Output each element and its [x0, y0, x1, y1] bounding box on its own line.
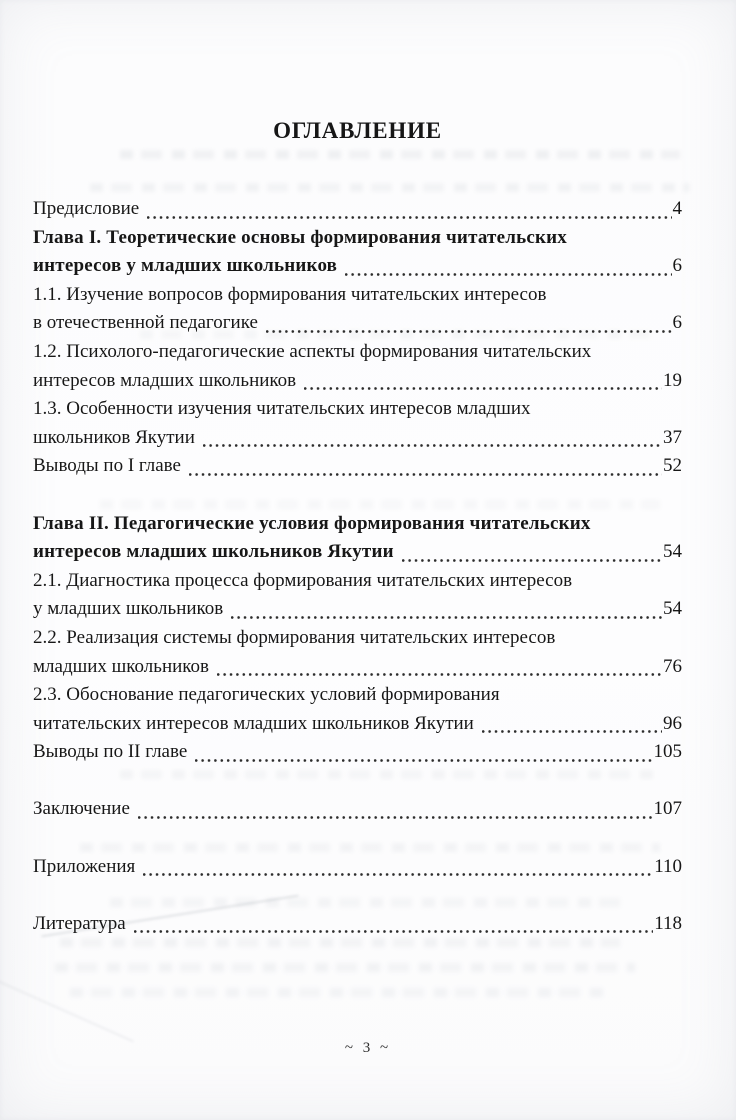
dot-leader: [217, 673, 662, 676]
toc-entry-text: 2.3. Обоснование педагогических условий формирования: [33, 684, 500, 706]
toc-entry-text: Приложения: [33, 855, 136, 877]
toc-line: [33, 738, 682, 767]
toc-line: [33, 910, 682, 939]
dot-leader: [304, 387, 662, 390]
toc-entry-text: интересов младших школьников Якутии: [33, 541, 394, 563]
dot-leader: [345, 273, 671, 276]
toc-line: [33, 653, 682, 682]
toc-entry-text: Заключение: [33, 798, 130, 820]
toc-entry-text: 1.3. Особенности изучения читательских интересов младших: [33, 398, 531, 420]
page-content: [33, 0, 682, 938]
toc-page-number: 118: [654, 912, 682, 934]
toc-entry-text: Литература: [33, 912, 126, 934]
dot-leader: [147, 216, 671, 219]
toc-entry-text: интересов младших школьников: [33, 369, 297, 391]
toc-entry-text: Глава II. Педагогические условия формирования читательских: [33, 512, 591, 534]
dot-leader: [203, 444, 662, 447]
page-number: ~ 3 ~: [344, 1040, 392, 1056]
page-crease-artifact: [0, 980, 134, 1043]
dot-leader: [138, 816, 653, 819]
toc-entry-text: Глава I. Теоретические основы формирования читательских: [33, 226, 567, 248]
dot-leader: [266, 330, 672, 333]
toc-line: [33, 395, 682, 424]
toc-entry-text: Предисловие: [33, 198, 140, 219]
toc-entry-text: в отечественной педагогике: [33, 312, 258, 334]
toc-line: [33, 595, 682, 624]
toc-line: [33, 681, 682, 710]
dot-leader: [231, 616, 662, 619]
toc-entry-text: у младших школьников: [33, 598, 224, 620]
toc-line: [33, 795, 682, 824]
toc-line: [33, 309, 682, 338]
dot-leader: [482, 730, 662, 733]
toc-page-number: 52: [663, 455, 682, 477]
toc-entry-text: Выводы по I главе: [33, 455, 181, 477]
bleed-through-artifact: [70, 988, 610, 997]
dot-leader: [195, 759, 652, 762]
toc-entry-text: читательских интересов младших школьников Якутии: [33, 712, 474, 734]
toc-line: [33, 367, 682, 396]
bleed-through-artifact: [55, 963, 635, 972]
toc-page-number: 6: [672, 255, 682, 277]
toc-page-number: 107: [653, 798, 682, 820]
toc-line: [33, 853, 682, 882]
toc-entry-text: интересов у младших школьников: [33, 255, 338, 277]
toc-page-number: 54: [663, 598, 682, 620]
toc-page-number: 19: [663, 369, 682, 391]
toc-entry-text: 2.1. Диагностика процесса формирования читательских интересов: [33, 569, 573, 591]
toc-entry-text: младших школьников: [33, 655, 210, 677]
page-title: ОГЛАВЛЕНИЕ: [273, 118, 442, 143]
toc-page-number: 105: [653, 741, 682, 763]
table-of-contents: [33, 195, 682, 938]
toc-entry-text: 1.1. Изучение вопросов формирования читательских интересов: [33, 283, 547, 305]
toc-line: [33, 338, 682, 367]
toc-line: [33, 281, 682, 310]
toc-line: [33, 710, 682, 739]
toc-page-number: 4: [672, 198, 682, 219]
toc-line: [33, 624, 682, 653]
toc-entry-text: 2.2. Реализация системы формирования читательских интересов: [33, 626, 556, 648]
toc-line: [33, 510, 682, 539]
toc-line: [33, 424, 682, 453]
dot-leader: [134, 930, 653, 933]
toc-entry-text: 1.2. Психолого-педагогические аспекты формирования читательских: [33, 340, 592, 362]
toc-page-number: 6: [672, 312, 682, 334]
toc-page-number: 54: [663, 541, 682, 563]
dot-leader: [402, 559, 662, 562]
toc-line: [33, 224, 682, 253]
toc-line: [33, 195, 682, 224]
toc-entry-text: Выводы по II главе: [33, 741, 188, 763]
toc-entry-text: школьников Якутии: [33, 426, 195, 448]
dot-leader: [189, 473, 662, 476]
toc-page-number: 37: [663, 426, 682, 448]
toc-page-number: 96: [663, 712, 682, 734]
toc-page-number: 110: [654, 855, 682, 877]
toc-line: [33, 452, 682, 481]
toc-line: [33, 538, 682, 567]
bleed-through-artifact: [60, 938, 620, 947]
toc-page-number: 76: [663, 655, 682, 677]
toc-line: [33, 567, 682, 596]
dot-leader: [143, 873, 653, 876]
toc-line: [33, 252, 682, 281]
